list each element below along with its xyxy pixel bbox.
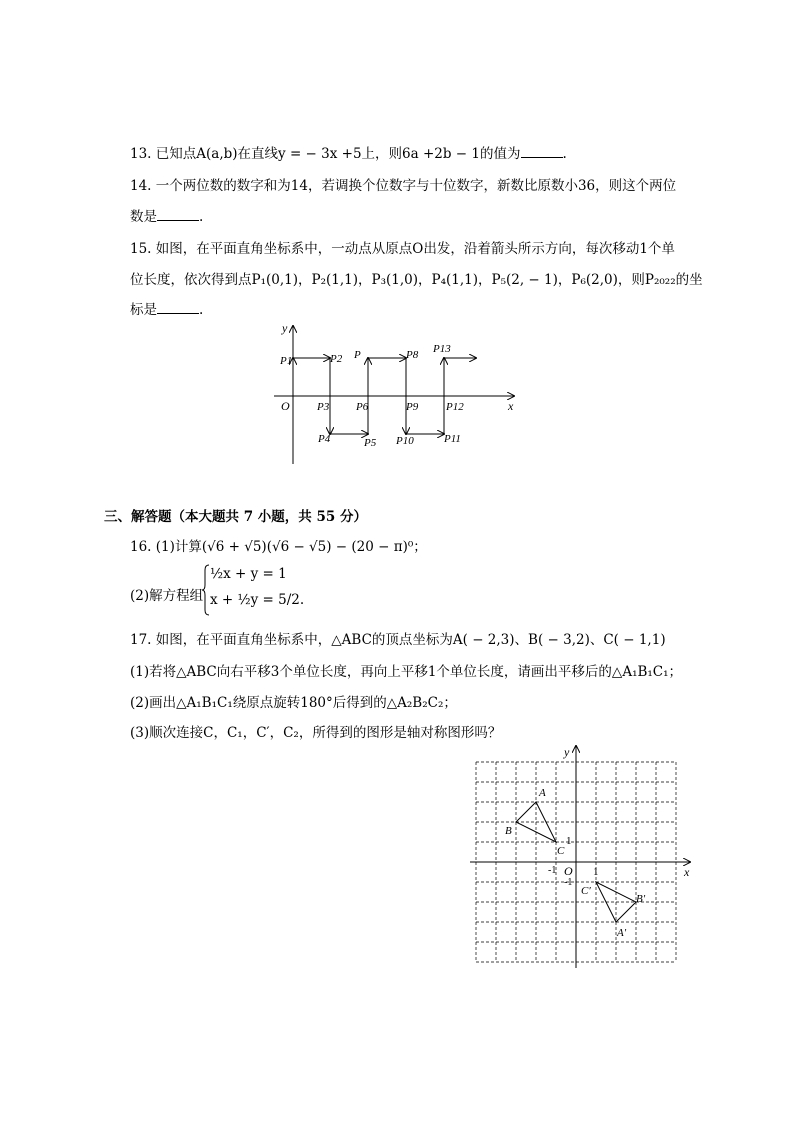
label-p10: P10 — [396, 435, 414, 447]
answer-blank — [157, 207, 199, 221]
label-c-prime: C′ — [581, 885, 591, 897]
question-15-line-1: 15. 如图，在平面直角坐标系中，一动点从原点O出发，沿着箭头所示方向，每次移动1个单 — [130, 241, 675, 257]
label-p1: P1 — [280, 355, 293, 367]
label-p5: P5 — [364, 437, 377, 449]
question-15-line-3: 标是 . — [130, 302, 204, 318]
tick-1-x: 1 — [593, 866, 599, 878]
answer-blank — [521, 144, 563, 158]
section-3-title: 三、解答题（本大题共 7 小题，共 55 分） — [104, 509, 367, 525]
label-b-prime: B′ — [636, 893, 646, 905]
question-15-line-2: 位长度，依次得到点P₁(0,1)，P₂(1,1)，P₃(1,0)，P₄(1,1)，P₅(2, − 1)，P₆(2,0)，则P₂₀₂₂的坐 — [130, 272, 703, 288]
label-p3: P3 — [317, 401, 330, 413]
y-axis-label: y — [564, 745, 570, 759]
label-p8: P8 — [406, 349, 419, 361]
label-p9: P9 — [406, 401, 419, 413]
question-17-part-3: (3)顺次连接C，C₁，C′，C₂，所得到的图形是轴对称图形吗？ — [130, 725, 502, 741]
label-p2: P2 — [330, 353, 343, 365]
label-p13: P13 — [433, 343, 451, 355]
label-c: C — [557, 845, 565, 857]
origin-label: O — [564, 864, 573, 878]
label-p4: P4 — [318, 433, 331, 445]
label-p11: P11 — [444, 433, 461, 445]
label-p12: P12 — [446, 401, 464, 413]
x-axis-label: x — [684, 865, 690, 879]
equation-brace — [202, 564, 210, 616]
equation-2: x + ½y = 5/2. — [210, 592, 305, 608]
equation-1: ½x + y = 1 — [210, 566, 287, 582]
label-p6: P6 — [356, 401, 369, 413]
question-14-line-1: 14. 一个两位数的数字和为14，若调换个位数字与十位数字，新数比原数小36，则这个两位 — [130, 178, 677, 194]
origin-label: O — [281, 399, 290, 413]
question-14-line-2: 数是 . — [130, 209, 204, 225]
tick-neg1-y: -1 — [564, 877, 573, 888]
x-axis-label: x — [508, 399, 514, 413]
label-a: A — [539, 787, 546, 799]
question-17-intro: 17. 如图，在平面直角坐标系中，△ABC的顶点坐标为A( − 2,3)、B( − 3,2)、C( − 1,1) — [130, 632, 666, 648]
q15-figure — [268, 318, 528, 470]
label-b: B — [505, 825, 512, 837]
tick-neg1-x: -1 — [548, 865, 557, 876]
label-p7-mark: P — [354, 349, 361, 361]
question-17-part-1: (1)若将△ABC向右平移3个单位长度，再向上平移1个单位长度，请画出平移后的△A₁B₁C₁； — [130, 664, 683, 680]
answer-blank — [157, 300, 199, 314]
label-a-prime: A′ — [617, 927, 627, 939]
tick-1-y: 1 — [566, 835, 572, 847]
question-16-part-1: 16. (1)计算(√6 + √5)(√6 − √5) − (20 − π)⁰； — [130, 539, 427, 555]
y-axis-label: y — [282, 321, 288, 335]
question-13: 13. 已知点A(a,b)在直线y = − 3x +5上，则6a +2b − 1的值为 . — [130, 146, 567, 162]
question-17-part-2: (2)画出△A₁B₁C₁绕原点旋转180°后得到的△A₂B₂C₂； — [130, 695, 457, 711]
q17-grid-figure — [468, 742, 698, 972]
